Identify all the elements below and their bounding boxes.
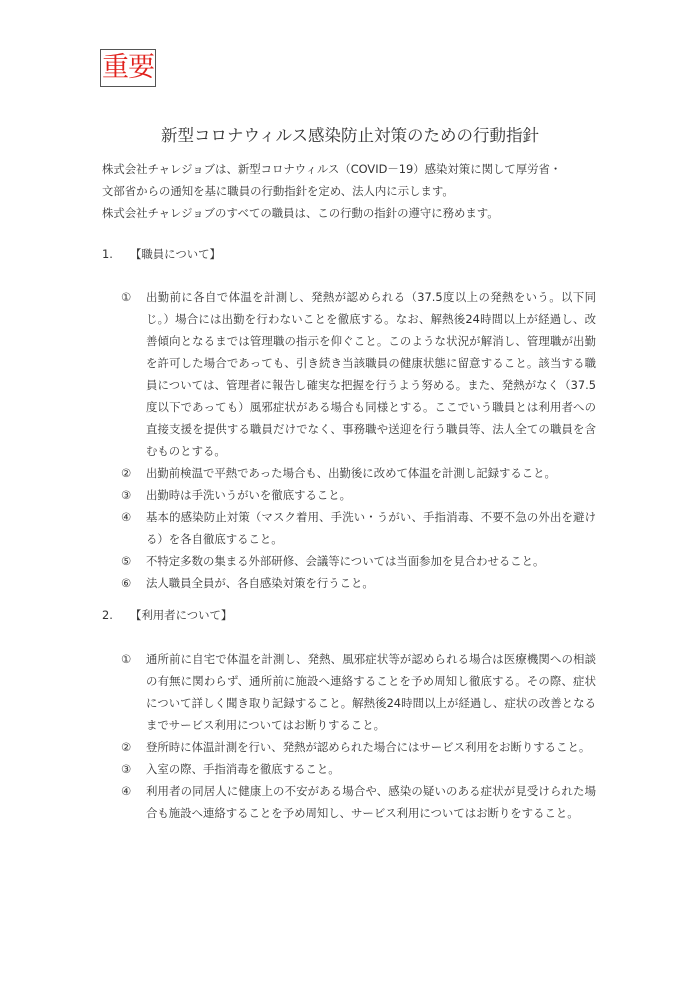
list-marker: ④ [121, 784, 132, 798]
list-item [121, 758, 596, 780]
section-number: 1. [102, 247, 113, 261]
list-item [121, 550, 596, 572]
list-marker: ③ [121, 762, 132, 776]
list-item-text: 基本的感染防止対策（マスク着用、手洗い・うがい、手指消毒、不要不急の外出を避ける）を各自徹底すること。 [146, 510, 596, 546]
list-marker: ① [121, 290, 132, 304]
list-marker: ④ [121, 510, 132, 524]
list-marker: ② [121, 740, 132, 754]
user-guideline-list [121, 648, 596, 824]
intro-paragraph [102, 158, 602, 224]
section-title: 【利用者について】 [130, 608, 233, 622]
list-item-text: 利用者の同居人に健康上の不安がある場合や、感染の疑いのある症状が見受けられた場合も施設へ連絡することを予め周知し、サービス利用についてはお断りをすること。 [146, 784, 596, 820]
important-stamp: 重要 [100, 49, 156, 87]
list-item [121, 462, 596, 484]
section-title: 【職員について】 [130, 247, 221, 261]
list-marker: ③ [121, 488, 132, 502]
list-item-text: 出勤前に各自で体温を計測し、発熱が認められる（37.5度以上の発熱をいう。以下同じ。）場合には出勤を行わないことを徹底する。なお、解熱後24時間以上が経過し、改善傾向となるまでは管理職の指示を仰ぐこと。このような状況が解消し、管理職が出勤を許可した場合であっても、引き続き当該職員の健康状態に留意すること。該当する職員については、管理者に報告し確実な把握を行うよう努める。また、発熱がなく（37.5度以下であっても）風邪症状がある場合も同様とする。ここでいう職員とは利用者への直接支援を提供する職員だけでなく、事務職や送迎を行う職員等、法人全ての職員を含むものとする。 [146, 290, 596, 458]
list-item-text: 登所時に体温計測を行い、発熱が認められた場合にはサービス利用をお断りすること。 [146, 740, 591, 754]
intro-line: 株式会社チャレジョブは、新型コロナウィルス（COVID－19）感染対策に関して厚労省・ [102, 162, 562, 176]
section-heading-users [102, 604, 232, 626]
list-item [121, 506, 596, 550]
list-marker: ⑤ [121, 554, 132, 568]
list-item [121, 648, 596, 736]
list-item-text: 出勤時は手洗いうがいを徹底すること。 [146, 488, 352, 502]
section-number: 2. [102, 608, 113, 622]
list-item-text: 出勤前検温で平熱であった場合も、出勤後に改めて体温を計測し記録すること。 [146, 466, 556, 480]
list-marker: ① [121, 652, 132, 666]
list-item-text: 不特定多数の集まる外部研修、会議等については当面参加を見合わせること。 [146, 554, 545, 568]
list-item [121, 286, 596, 462]
intro-line: 文部省からの通知を基に職員の行動指針を定め、法人内に示します。 [102, 184, 454, 198]
page-title: 新型コロナウィルス感染防止対策のための行動指針 [160, 126, 539, 145]
list-item-text: 入室の際、手指消毒を徹底すること。 [146, 762, 340, 776]
section-heading-staff [102, 243, 221, 265]
list-item [121, 736, 596, 758]
intro-line: 株式会社チャレジョブのすべての職員は、この行動の指針の遵守に務めます。 [102, 206, 499, 220]
list-item [121, 484, 596, 506]
list-item [121, 572, 596, 594]
list-item-text: 通所前に自宅で体温を計測し、発熱、風邪症状等が認められる場合は医療機関への相談の有無に関わらず、通所前に施設へ連絡することを予め周知し徹底する。その際、症状について詳しく聞き取り記録すること。解熱後24時間以上が経過し、症状の改善となるまでサービス利用についてはお断りすること。 [146, 652, 596, 732]
list-marker: ② [121, 466, 132, 480]
list-marker: ⑥ [121, 576, 132, 590]
staff-guideline-list [121, 286, 596, 594]
list-item-text: 法人職員全員が、各自感染対策を行うこと。 [146, 576, 374, 590]
list-item [121, 780, 596, 824]
